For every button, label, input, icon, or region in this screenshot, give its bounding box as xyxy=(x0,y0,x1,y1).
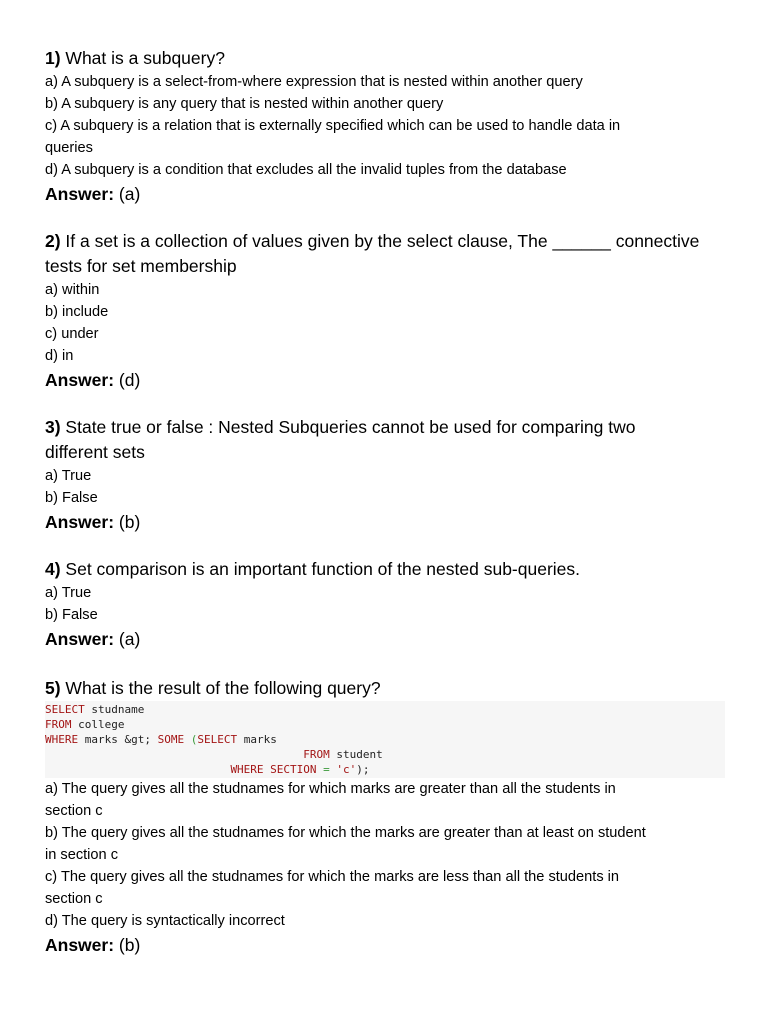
code-text: student xyxy=(329,748,383,761)
option-d: d) in xyxy=(45,348,74,364)
question-title xyxy=(45,415,735,440)
option-b: b) A subquery is any query that is nested within another query xyxy=(45,96,444,112)
code-text: college xyxy=(71,718,125,731)
code-keyword: WHERE xyxy=(45,733,79,746)
code-keyword: FROM xyxy=(45,718,72,731)
code-keyword: SELECT xyxy=(197,733,238,746)
answer-value: (d) xyxy=(114,370,141,390)
option-a: a) True xyxy=(45,468,92,484)
code-keyword: FROM xyxy=(303,748,330,761)
answer-label: Answer: xyxy=(45,370,115,390)
option-b-continued: in section c xyxy=(45,847,119,863)
option-b: b) False xyxy=(45,490,98,506)
answer-label: Answer: xyxy=(45,629,115,649)
option-a: a) A subquery is a select-from-where expression that is nested within another query xyxy=(45,74,583,90)
code-indent xyxy=(45,748,303,761)
question-number: 1) xyxy=(45,48,61,68)
code-text: ); xyxy=(356,763,370,776)
question-number: 3) xyxy=(45,417,61,437)
answer-line xyxy=(45,181,735,207)
code-line-2 xyxy=(45,717,725,732)
code-line-1 xyxy=(45,702,725,717)
option-b: b) The query gives all the studnames for which the marks are greater than at least on student xyxy=(45,825,646,841)
answer-value: (a) xyxy=(114,629,141,649)
question-number: 4) xyxy=(45,559,61,579)
question-text-continued: different sets xyxy=(45,442,145,462)
option-a: a) The query gives all the studnames for which marks are greater than all the students in xyxy=(45,781,616,797)
answer-value: (b) xyxy=(114,512,141,532)
answer-line xyxy=(45,509,735,535)
answer-line xyxy=(45,626,735,652)
option-b: b) include xyxy=(45,304,109,320)
option-a: a) True xyxy=(45,585,92,601)
question-title xyxy=(45,229,735,254)
question-title xyxy=(45,557,735,582)
question-2 xyxy=(45,229,735,393)
option-c-continued: queries xyxy=(45,140,93,156)
code-line-3 xyxy=(45,732,725,747)
code-text: marks xyxy=(237,733,277,746)
answer-label: Answer: xyxy=(45,512,115,532)
quiz-page xyxy=(45,46,735,958)
question-text: State true or false : Nested Subqueries cannot be used for comparing two xyxy=(60,417,636,437)
sql-code-block xyxy=(45,701,725,778)
answer-value: (b) xyxy=(114,935,141,955)
code-indent xyxy=(45,763,230,776)
code-text: studname xyxy=(84,703,145,716)
question-title xyxy=(45,46,735,71)
option-d: d) A subquery is a condition that excludes all the invalid tuples from the database xyxy=(45,162,567,178)
code-line-4 xyxy=(45,747,725,762)
answer-label: Answer: xyxy=(45,935,115,955)
question-text: What is the result of the following query? xyxy=(60,678,381,698)
question-text: Set comparison is an important function of the nested sub-queries. xyxy=(60,559,581,579)
code-operator: = xyxy=(316,763,337,776)
option-c: c) A subquery is a relation that is externally specified which can be used to handle data in xyxy=(45,118,621,134)
question-3 xyxy=(45,415,735,535)
code-keyword: SOME xyxy=(157,733,185,746)
question-1 xyxy=(45,46,735,207)
answer-line xyxy=(45,932,735,958)
option-c-continued: section c xyxy=(45,891,103,907)
code-paren: ( xyxy=(184,733,198,746)
code-keyword: WHERE SECTION xyxy=(230,763,317,776)
option-a-continued: section c xyxy=(45,803,103,819)
code-line-5 xyxy=(45,762,725,777)
question-4 xyxy=(45,557,735,652)
question-5 xyxy=(45,676,735,958)
code-keyword: SELECT xyxy=(45,703,85,716)
option-c: c) The query gives all the studnames for which the marks are less than all the students in xyxy=(45,869,620,885)
question-text: If a set is a collection of values given by the select clause, The ______ connective xyxy=(60,231,700,251)
option-a: a) within xyxy=(45,282,100,298)
code-text: marks &gt; xyxy=(78,733,158,746)
question-text: What is a subquery? xyxy=(60,48,225,68)
answer-label: Answer: xyxy=(45,184,115,204)
option-b: b) False xyxy=(45,607,98,623)
code-string: 'c' xyxy=(336,763,357,776)
answer-value: (a) xyxy=(114,184,141,204)
question-title xyxy=(45,676,735,701)
question-number: 5) xyxy=(45,678,61,698)
question-number: 2) xyxy=(45,231,61,251)
option-d: d) The query is syntactically incorrect xyxy=(45,913,285,929)
answer-line xyxy=(45,367,735,393)
option-c: c) under xyxy=(45,326,99,342)
question-text-continued: tests for set membership xyxy=(45,256,237,276)
